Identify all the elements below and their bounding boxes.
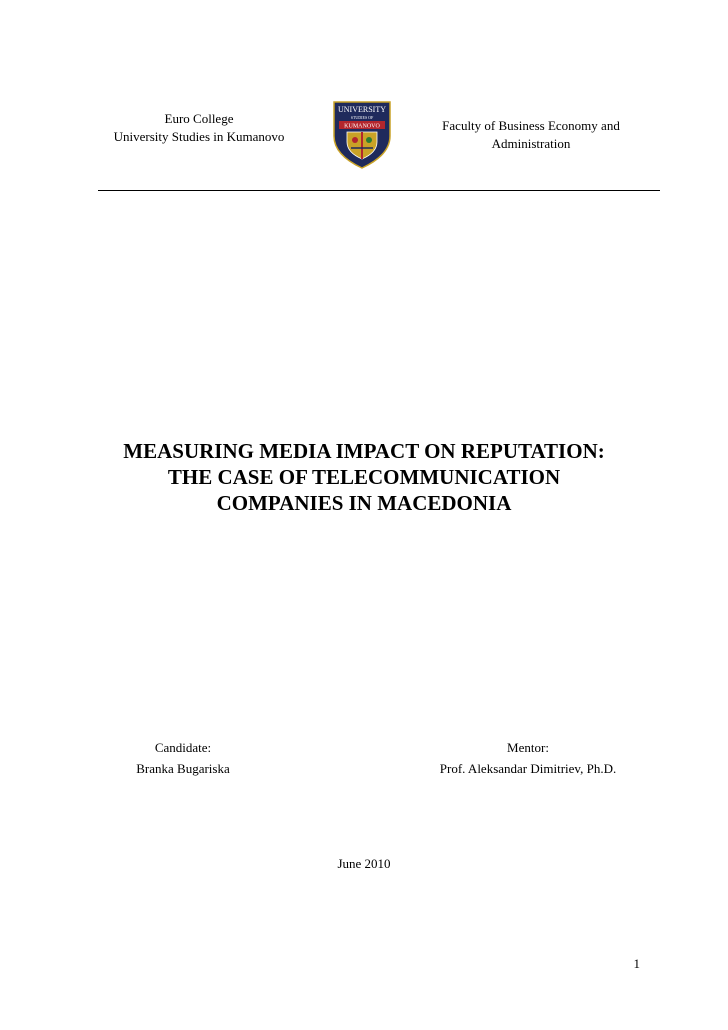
institution-name	[100, 110, 298, 146]
faculty-name-line1: Faculty of Business Economy and	[442, 118, 620, 133]
university-logo	[331, 100, 393, 170]
candidate-name: Branka Bugariska	[136, 761, 230, 776]
title-line3: COMPANIES IN MACEDONIA	[216, 491, 512, 515]
university-studies-name: University Studies in Kumanovo	[113, 129, 285, 144]
title-line1: MEASURING MEDIA IMPACT ON REPUTATION:	[123, 439, 605, 463]
title-line2: THE CASE OF TELECOMMUNICATION	[167, 465, 561, 489]
mentor-label: Mentor:	[507, 740, 549, 755]
submission-date: June 2010	[337, 856, 391, 871]
thesis-title	[98, 438, 630, 516]
mentor-name: Prof. Aleksandar Dimitriev, Ph.D.	[439, 761, 617, 776]
candidate-label: Candidate:	[154, 740, 212, 755]
candidate-block	[118, 737, 248, 779]
page-number: 1	[633, 956, 640, 971]
logo-text-mid: STUDIES OF	[350, 115, 374, 120]
college-name: Euro College	[164, 111, 234, 126]
faculty-name-line2: Administration	[491, 136, 571, 151]
header-divider	[98, 190, 660, 191]
faculty-name	[424, 117, 638, 153]
logo-text-top: UNIVERSITY	[338, 105, 386, 114]
mentor-block	[420, 737, 636, 779]
logo-text-bottom: KUMANOVO	[344, 123, 380, 130]
